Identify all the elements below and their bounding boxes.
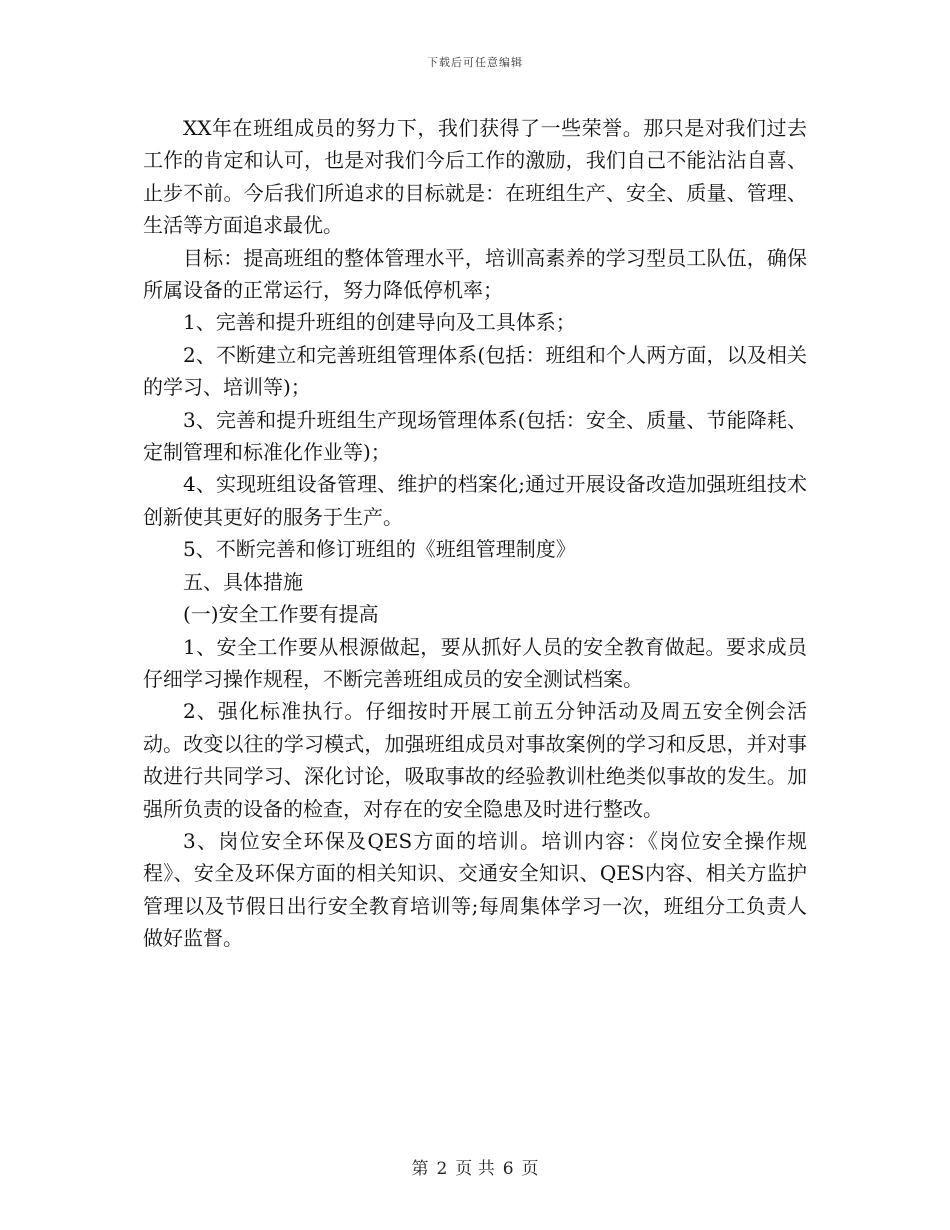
- paragraph-measure-3: 3、岗位安全环保及QES方面的培训。培训内容：《岗位安全操作规程》、安全及环保方面的相关知识、交通安全知识、QES内容、相关方监护管理以及节假日出行安全教育培训等;每周集体学习一次，班组分工负责人做好监督。: [143, 828, 807, 951]
- paragraph-item-2: 2、不断建立和完善班组管理体系(包括：班组和个人两方面，以及相关的学习、培训等)；: [143, 342, 807, 400]
- footer-page-number: 2: [436, 1159, 448, 1179]
- footer-prefix: 第: [411, 1159, 429, 1179]
- paragraph-item-5: 5、不断完善和修订班组的《班组管理制度》: [183, 537, 576, 562]
- paragraph-measure-2: 2、强化标准执行。仔细按时开展工前五分钟活动及周五安全例会活动。改变以往的学习模式，加强班组成员对事故案例的学习和反思，并对事故进行共同学习、深化讨论，吸取事故的经验教训杜绝类似事故的发生。加强所负责的设备的检查，对存在的安全隐患及时进行整改。: [143, 699, 807, 821]
- paragraph-honors: XX年在班组成员的努力下，我们获得了一些荣誉。那只是对我们过去工作的肯定和认可，也是对我们今后工作的激励，我们自己不能沾沾自喜、止步不前。今后我们所追求的目标就是：在班组生产、安全、质量、管理、生活等方面追求最优。: [143, 116, 807, 238]
- paragraph-item-3: 3、完善和提升班组生产现场管理体系(包括：安全、质量、节能降耗、定制管理和标准化作业等)；: [143, 407, 807, 465]
- paragraph-measure-1: 1、安全工作要从根源做起，要从抓好人员的安全教育做起。要求成员仔细学习操作规程，不断完善班组成员的安全测试档案。: [143, 634, 807, 691]
- page-header: 下载后可任意编辑: [427, 56, 523, 69]
- section-heading: 五、具体措施: [183, 569, 303, 594]
- paragraph-goal: 目标：提高班组的整体管理水平，培训高素养的学习型员工队伍，确保所属设备的正常运行，努力降低停机率；: [143, 245, 807, 303]
- footer-total-pages: 6: [502, 1159, 514, 1179]
- paragraph-item-4: 4、实现班组设备管理、维护的档案化;通过开展设备改造加强班组技术创新使其更好的服务于生产。: [143, 472, 807, 529]
- footer-suffix: 页: [521, 1159, 539, 1179]
- subsection-heading: (一)安全工作要有提高: [183, 602, 379, 627]
- document-body: [143, 112, 807, 955]
- paragraph-item-1: 1、完善和提升班组的创建导向及工具体系；: [183, 310, 576, 335]
- footer-middle: 页 共: [455, 1159, 495, 1179]
- page-footer: [0, 1154, 950, 1179]
